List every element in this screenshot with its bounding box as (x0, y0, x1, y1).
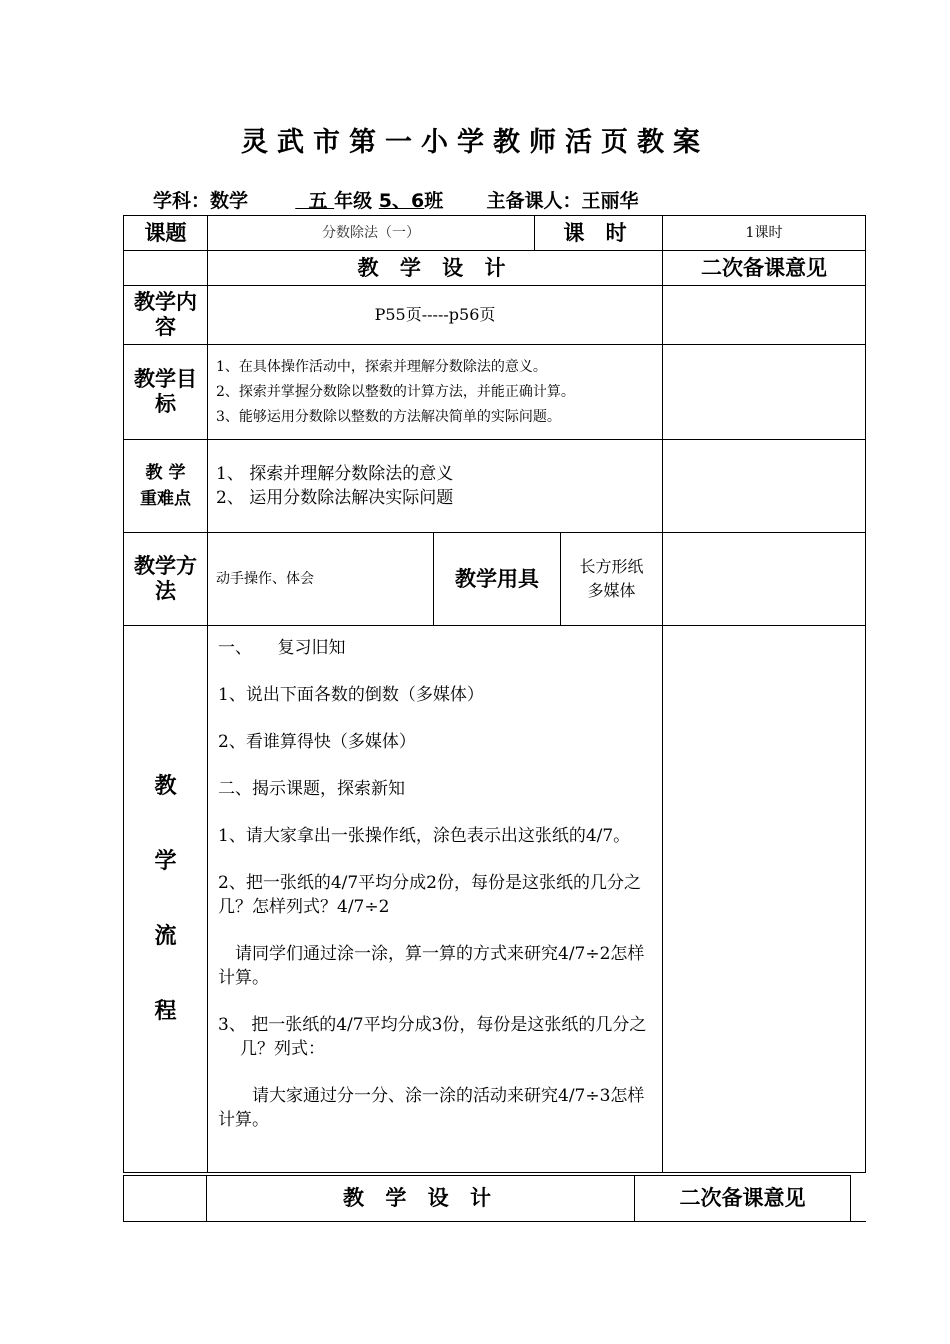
footer-secondary-header: 二次备课意见 (635, 1176, 851, 1222)
goals-row (124, 345, 866, 440)
tool-item: 多媒体 (587, 581, 636, 600)
secondary-header: 二次备课意见 (663, 251, 866, 286)
process-step: 二、揭示课题，探索新知 (218, 779, 405, 799)
tool-item: 长方形纸 (579, 557, 644, 576)
subject-label: 学科：数学 (153, 190, 249, 212)
goal-item: 2、探索并掌握分数除以整数的计算方法，并能正确计算。 (216, 383, 575, 400)
content-value: P55页-----p56页 (208, 286, 663, 345)
keypoints-row (124, 440, 866, 533)
content-row (124, 286, 866, 345)
process-step: 请同学们通过涂一涂，算一算的方式来研究4/7÷2怎样计算。 (218, 944, 645, 988)
period-value: 1课时 (663, 216, 866, 251)
empty-cell (124, 1176, 207, 1222)
keypoints-notes (663, 440, 866, 533)
method-value: 动手操作、体会 (208, 533, 434, 626)
class-value: 5、6 (378, 190, 425, 212)
design-header: 教 学 设 计 (208, 251, 663, 286)
grade-label: 年级 (334, 190, 373, 212)
content-label: 教学内容 (124, 286, 208, 345)
lesson-meta (153, 186, 639, 213)
process-step: 3、 把一张纸的4/7平均分成3份，每份是这张纸的几分之几？列式： (218, 1015, 647, 1059)
design-header-row (124, 251, 866, 286)
content-notes (663, 286, 866, 345)
process-step: 一、 复习旧知 (218, 638, 346, 658)
goals-label: 教学目标 (124, 345, 208, 440)
process-step: 2、看谁算得快（多媒体） (218, 732, 416, 752)
process-label: 教 学 流 程 (124, 626, 208, 1173)
tools-cell (561, 533, 663, 626)
method-row (124, 533, 866, 626)
tools-label: 教学用具 (434, 533, 561, 626)
footer-header-row (124, 1176, 866, 1222)
process-step: 1、说出下面各数的倒数（多媒体） (218, 685, 484, 705)
period-label: 课 时 (535, 216, 663, 251)
lesson-plan-table (123, 215, 866, 1173)
keypoints-cell (208, 440, 663, 533)
topic-row (124, 216, 866, 251)
keypoint-item: 2、 运用分数除法解决实际问题 (216, 488, 454, 508)
topic-label: 课题 (124, 216, 208, 251)
class-label: 班 (424, 190, 444, 212)
empty-cell (851, 1176, 866, 1222)
method-notes (663, 533, 866, 626)
footer-design-header: 教 学 设 计 (207, 1176, 635, 1222)
page-title: 灵武市第一小学教师活页教案 (241, 127, 709, 158)
grade-value: 五 (308, 190, 328, 212)
empty-cell (124, 251, 208, 286)
method-label: 教学方法 (124, 533, 208, 626)
topic-value: 分数除法（一） (208, 216, 535, 251)
footer-header-table (123, 1175, 866, 1222)
teacher-label: 主备课人：王丽华 (486, 190, 639, 212)
goal-item: 3、能够运用分数除以整数的方法解决简单的实际问题。 (216, 408, 561, 425)
process-row (124, 626, 866, 1173)
process-cell (208, 626, 663, 1173)
process-step: 1、请大家拿出一张操作纸，涂色表示出这张纸的4/7。 (218, 826, 631, 846)
goal-item: 1、在具体操作活动中，探索并理解分数除法的意义。 (216, 358, 547, 375)
process-step: 请大家通过分一分、涂一涂的活动来研究4/7÷3怎样计算。 (218, 1086, 645, 1130)
process-step: 2、把一张纸的4/7平均分成2份，每份是这张纸的几分之几？怎样列式？4/7÷2 (218, 873, 641, 917)
goals-cell (208, 345, 663, 440)
keypoints-label: 教 学 重难点 (124, 440, 208, 533)
process-notes (663, 626, 866, 1173)
keypoint-item: 1、 探索并理解分数除法的意义 (216, 464, 454, 484)
goals-notes (663, 345, 866, 440)
